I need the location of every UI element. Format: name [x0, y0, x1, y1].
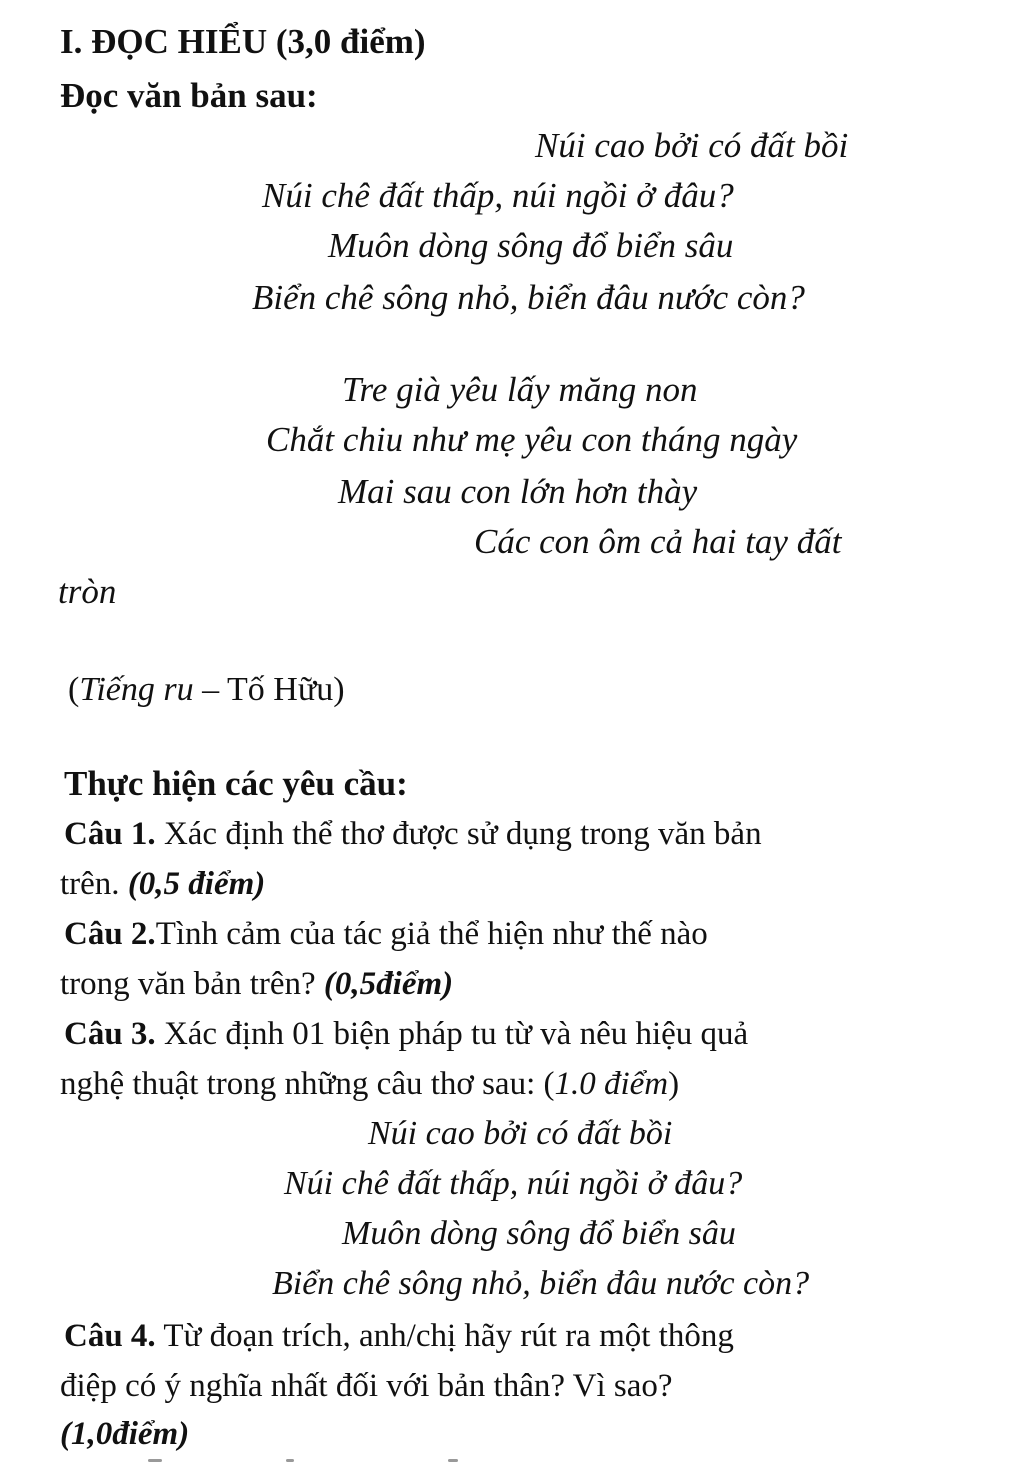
- poem-line: tròn: [58, 572, 117, 611]
- source-sep: –: [193, 671, 228, 708]
- question-text: Tình cảm của tác giả thể hiện như thế nào: [155, 916, 708, 952]
- poem-source: [68, 670, 345, 710]
- quote-line: Biển chê sông nhỏ, biển đâu nước còn?: [272, 1265, 810, 1302]
- question-text: trong văn bản trên?: [60, 966, 324, 1002]
- question-points: (0,5 điểm): [127, 866, 266, 902]
- quote-line: Núi chê đất thấp, núi ngồi ở đâu?: [284, 1165, 743, 1202]
- cut-off-text-fragment: [286, 1459, 294, 1462]
- question-label: Câu 3.: [64, 1016, 156, 1052]
- question-line: [64, 1316, 734, 1356]
- poem-line: Chắt chiu như mẹ yêu con tháng ngày: [266, 420, 798, 459]
- question-label: Câu 4.: [64, 1318, 156, 1354]
- question-text: trên.: [60, 866, 128, 902]
- source-open: (: [68, 671, 80, 708]
- question-line: [64, 914, 708, 954]
- question-line: [60, 964, 453, 1004]
- section-title: I. ĐỌC HIỂU (3,0 điểm): [60, 22, 426, 61]
- question-line: [60, 1064, 679, 1104]
- poem-line: Biển chê sông nhỏ, biển đâu nước còn?: [252, 278, 805, 317]
- question-label: Câu 1.: [64, 816, 156, 852]
- poem-line: Muôn dòng sông đổ biển sâu: [328, 226, 734, 265]
- question-label: Câu 2.: [64, 916, 156, 952]
- source-author: Tố Hữu: [227, 671, 334, 708]
- read-instruction: Đọc văn bản sau:: [60, 76, 318, 115]
- tasks-heading: Thực hiện các yêu cầu:: [64, 764, 408, 803]
- question-line: [64, 814, 762, 854]
- poem-line: Các con ôm cả hai tay đất: [474, 522, 842, 561]
- source-work: Tiếng ru: [79, 671, 194, 708]
- poem-line: Núi cao bởi có đất bồi: [535, 126, 849, 165]
- quote-line: Muôn dòng sông đổ biển sâu: [342, 1215, 736, 1252]
- poem-line: Mai sau con lớn hơn thày: [338, 472, 698, 511]
- cut-off-text-fragment: [148, 1459, 162, 1462]
- question-text: Từ đoạn trích, anh/chị hãy rút ra một thông: [155, 1318, 734, 1354]
- question-points: 1.0 điểm: [554, 1066, 669, 1102]
- question-line: [64, 1014, 748, 1054]
- question-line: điệp có ý nghĩa nhất đối với bản thân? Vì sao?: [60, 1368, 673, 1404]
- question-text: Xác định 01 biện pháp tu từ và nêu hiệu quả: [155, 1016, 749, 1052]
- question-close: ): [668, 1066, 680, 1102]
- question-text: Xác định thể thơ được sử dụng trong văn bản: [155, 816, 762, 852]
- question-points: (0,5điểm): [323, 966, 454, 1002]
- poem-line: Tre già yêu lấy măng non: [342, 370, 698, 409]
- source-close: ): [333, 671, 345, 708]
- question-line: [60, 864, 265, 904]
- cut-off-text-fragment: [448, 1459, 458, 1462]
- poem-line: Núi chê đất thấp, núi ngồi ở đâu?: [262, 176, 734, 215]
- quote-line: Núi cao bởi có đất bồi: [368, 1115, 673, 1152]
- question-text: nghệ thuật trong những câu thơ sau: (: [60, 1066, 555, 1102]
- question-points: (1,0điểm): [60, 1416, 190, 1452]
